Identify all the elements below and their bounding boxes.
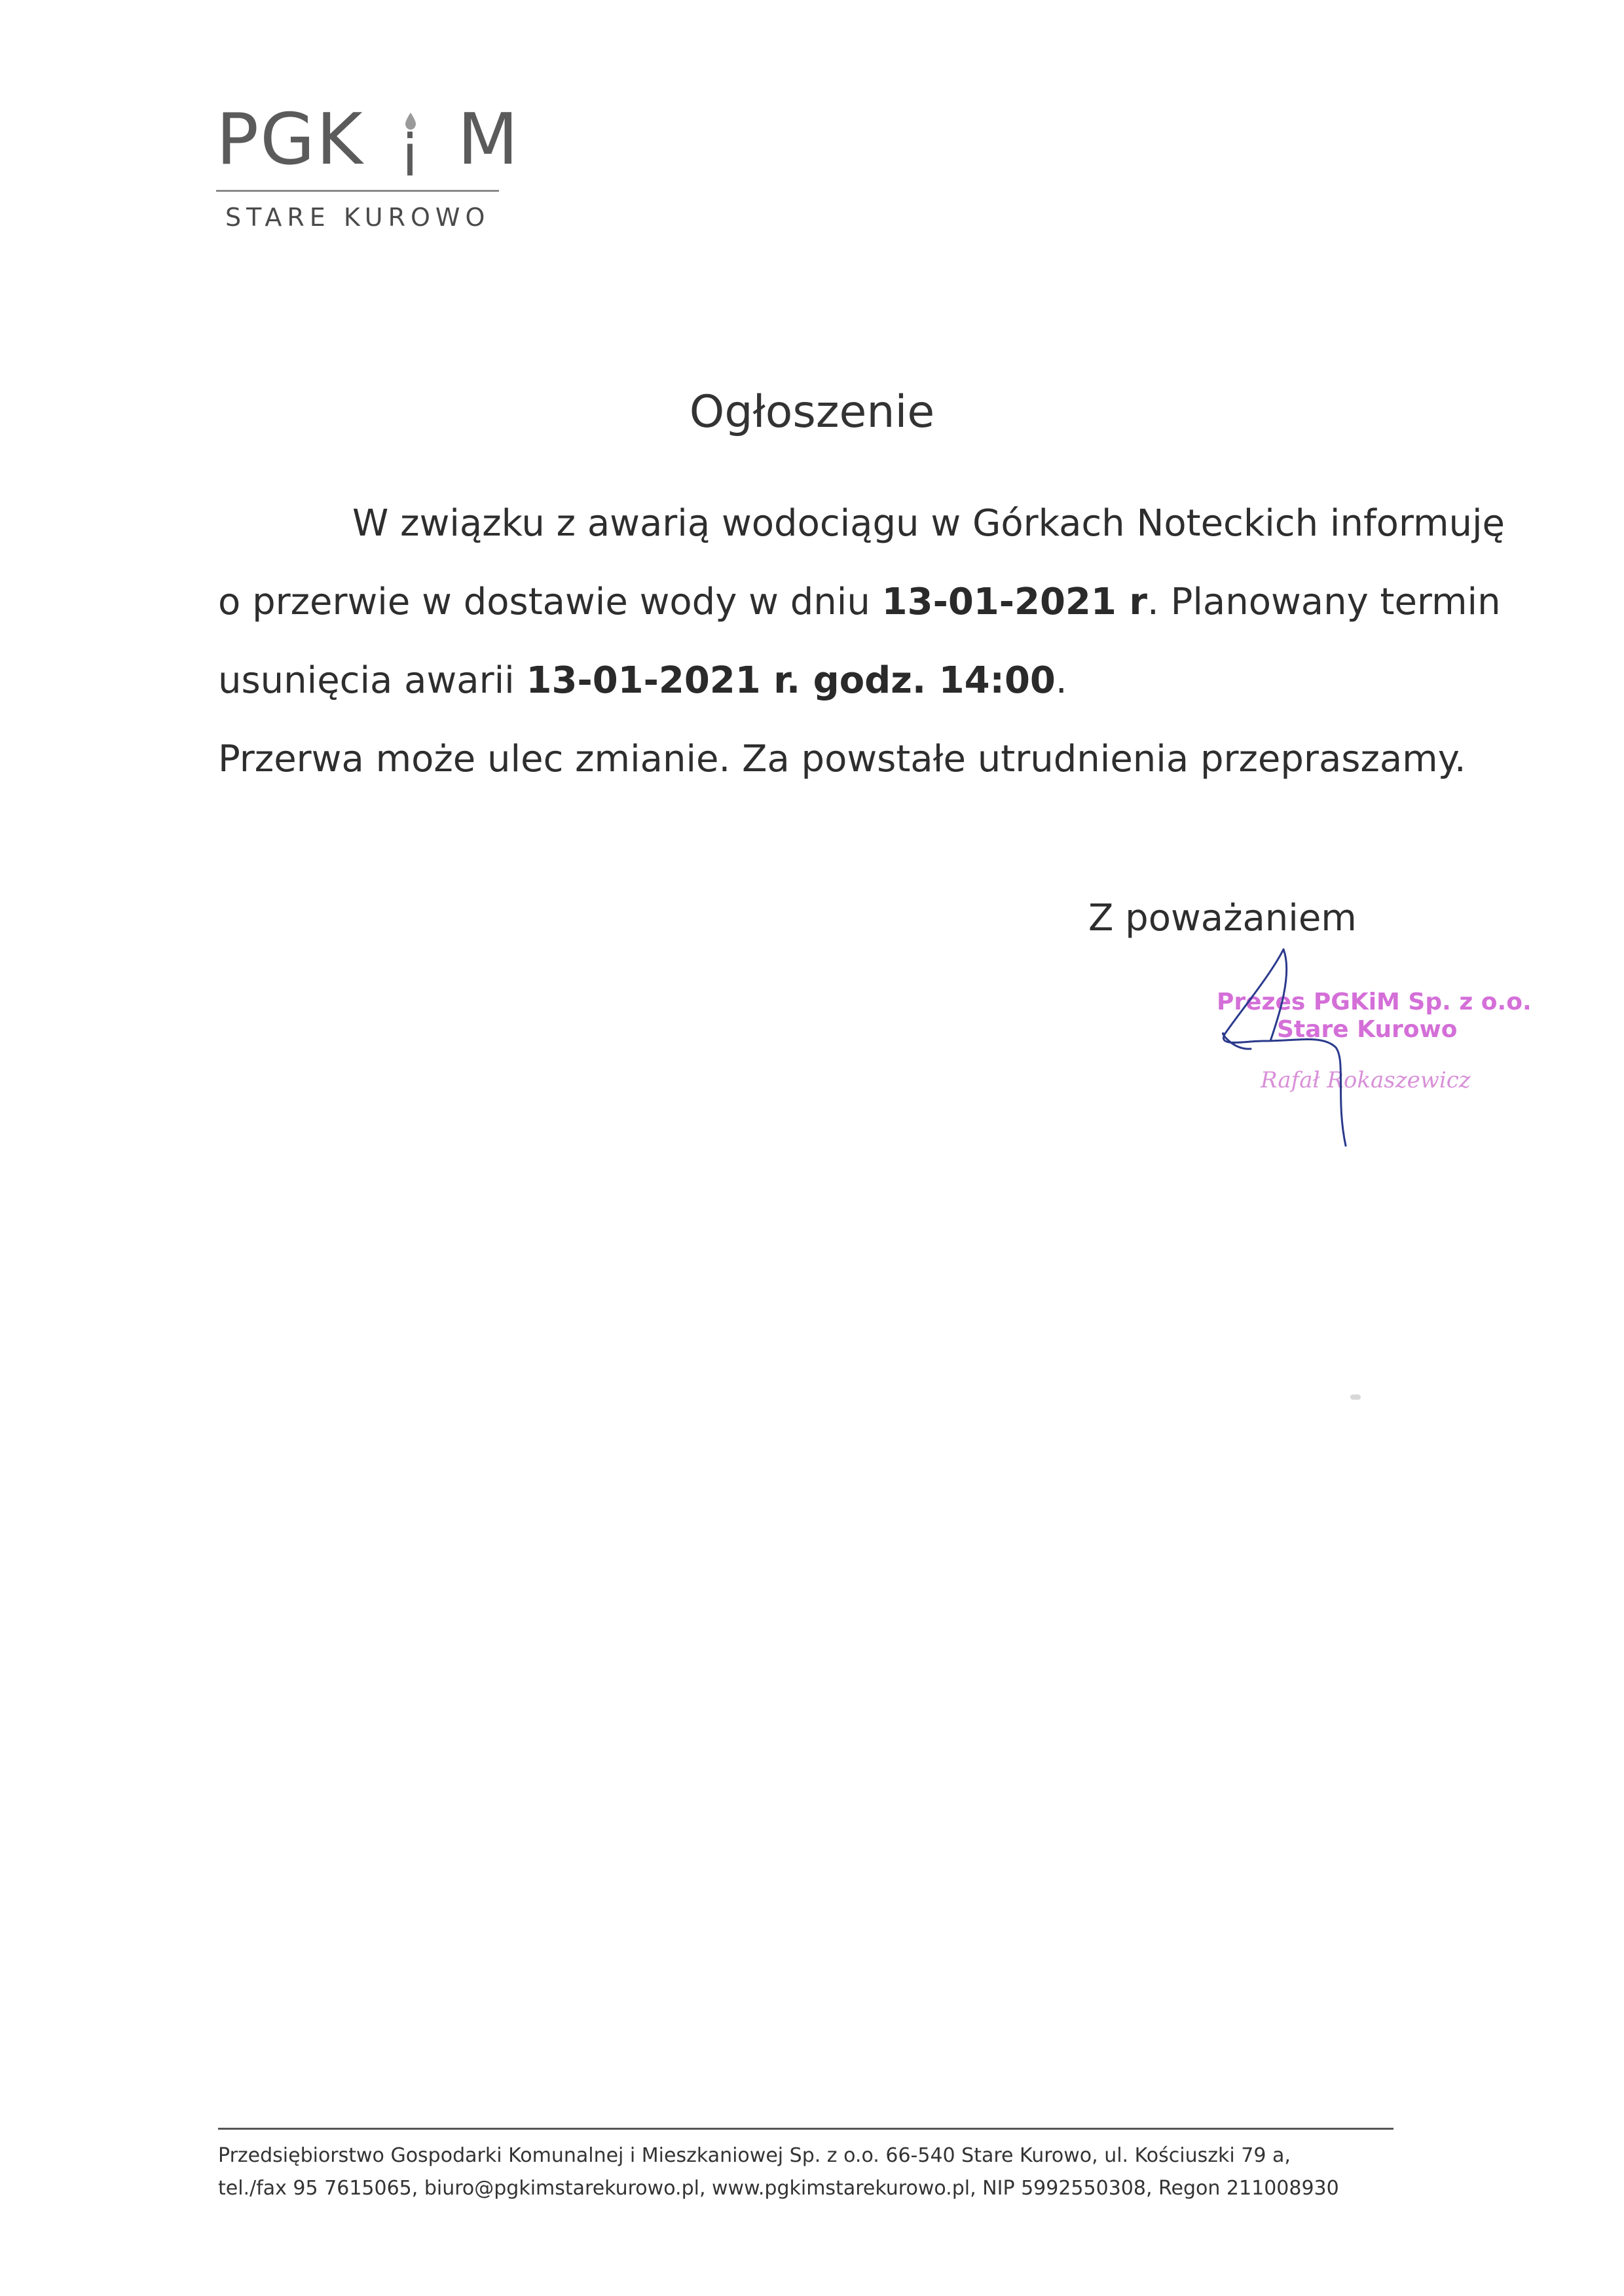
repair-deadline: 13-01-2021 r. godz. 14:00	[526, 659, 1056, 702]
announcement-title: Ogłoszenie	[689, 386, 935, 438]
footer-line-2: tel./fax 95 7615065, biuro@pgkimstarekurowo.pl, www.pgkimstarekurowo.pl, NIP 5992550308, Regon 211008930	[218, 2177, 1339, 2200]
body-line-1: W związku z awarią wodociągu w Górkach Noteckich informuję	[352, 502, 1505, 545]
footer-line-1: Przedsiębiorstwo Gospodarki Komunalnej i Mieszkaniowej Sp. z o.o. 66-540 Stare Kurowo, ul. Kościuszki 79 a,	[218, 2144, 1291, 2167]
company-logo	[216, 99, 520, 242]
closing-regards: Z poważaniem	[1088, 897, 1357, 939]
body-line-4: Przerwa może ulec zmianie. Za powstałe utrudnienia przepraszamy.	[218, 738, 1466, 780]
scan-speck	[1350, 1394, 1361, 1400]
logo-subtitle: STARE KUROWO	[225, 203, 490, 232]
handwritten-signature	[1205, 936, 1401, 1152]
logo-text-pgk: PGK	[216, 99, 364, 181]
logo-wordmark	[216, 99, 520, 189]
stamp-line-3: Rafał Rokaszewicz	[1261, 1067, 1471, 1093]
stamp-line-2: Stare Kurowo	[1277, 1016, 1458, 1043]
outage-date: 13-01-2021 r	[881, 581, 1147, 623]
announcement-body	[218, 484, 1505, 799]
footer-divider	[218, 2128, 1393, 2130]
body-line-2: o przerwie w dostawie wody w dniu 13-01-2021 r. Planowany termin	[218, 581, 1501, 623]
logo-letter-i: i	[388, 115, 434, 173]
body-line-3: usunięcia awarii 13-01-2021 r. godz. 14:00.	[218, 659, 1067, 702]
company-footer	[218, 2140, 1397, 2205]
stamp-line-1: Prezes PGKiM Sp. z o.o.	[1217, 989, 1532, 1015]
logo-divider	[216, 190, 499, 192]
logo-text-m: M	[457, 99, 520, 181]
